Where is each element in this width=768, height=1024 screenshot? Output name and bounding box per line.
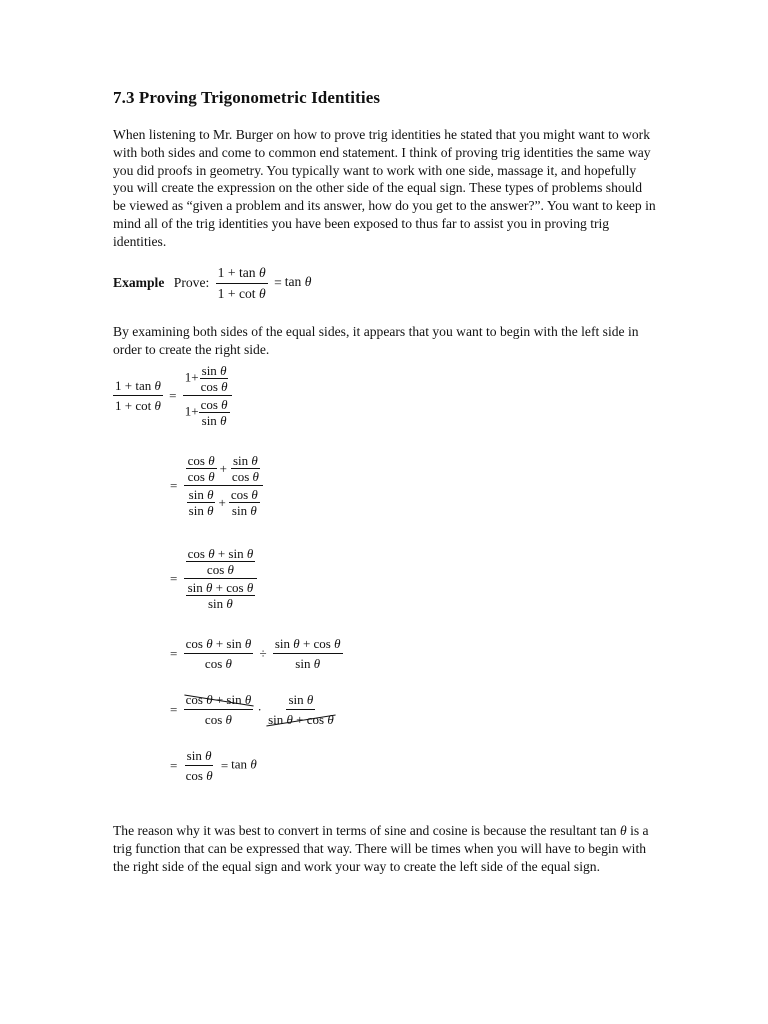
- step-4-fraction-a: $\frac{\text{cos θ + sin θ}}{\text{cos θ}}$: [185, 636, 252, 671]
- step-1-left-fraction: $\frac{\text{1 + tan θ}}{\text{1 + cot θ}}$: [115, 378, 161, 413]
- step-4-fraction-b: $\frac{\text{sin θ + cos θ}}{\text{sin θ}}$: [274, 636, 341, 671]
- step-2: = $\frac{\text{cos θ}}{\text{cos θ}}$ + $\frac{\text{sin θ}}{\text{cos θ}}$ $\frac{\text{sin θ}}{\text{sin θ}}$ + $\frac{\text{cos θ}}{\text{sin θ}}$: [167, 452, 263, 519]
- intro-paragraph: When listening to Mr. Burger on how to prove trig identities he stated that you might want to work with both sides and come to common end statement. I think of proving trig identities the same way you did proofs in geometry. You typically want to work with one side, massage it, and hopefully you will create the expression on the other side of the equal sign. These types of problems should be viewed as “given a problem and its answer, how do you get to the answer?”. You want to keep in mind all of the trig identities you have been exposed to thus far to assist you in proving trig identities.: [113, 127, 656, 249]
- step-3: = $\frac{\frac{\text{cos θ + sin θ}}{\text{cos θ}}}{\frac{\text{sin θ + cos θ}}{\text{sin θ}}}$: [167, 545, 257, 612]
- example-statement: Example Prove: $\frac{\text{1 + tan θ}}{\text{1 + cot θ}}$ = tan θ: [113, 265, 312, 301]
- example-label: Example: [113, 275, 165, 291]
- step-6-fraction: $\frac{\text{sin θ}}{\text{cos θ}}$: [185, 748, 213, 783]
- page-title: 7.3 Proving Trigonometric Identities: [113, 88, 381, 107]
- step-5: = $\frac{\text{cos θ + sin θ}}{\text{cos θ}}$ · $\frac{\text{sin θ}}{\text{sin θ + cos θ}}$: [170, 692, 334, 727]
- step-4: = $\frac{\text{cos θ + sin θ}}{\text{cos θ}}$ ÷ $\frac{\text{sin θ + cos θ}}{\text{sin θ}}$: [170, 636, 341, 671]
- step-3-complex-fraction: $\frac{\frac{\text{cos θ + sin θ}}{\text{cos θ}}}{\frac{\text{sin θ + cos θ}}{\text{sin θ}}}$: [184, 545, 258, 612]
- cancelled-term: cos θ + sin θ: [185, 692, 252, 707]
- step-1-complex-fraction: 1+ $\frac{\text{sin θ}}{\text{cos θ}}$ 1+ $\frac{\text{cos θ}}{\text{sin θ}}$: [183, 362, 232, 429]
- prove-label: Prove:: [173, 275, 210, 291]
- step-6: = $\frac{\text{sin θ}}{\text{cos θ}}$ = tan θ: [170, 748, 257, 783]
- fraction-identity-left: $\frac{\text{1 + tan θ}}{\text{1 + cot θ}}$: [217, 265, 266, 301]
- step-2-complex-fraction: $\frac{\text{cos θ}}{\text{cos θ}}$ + $\frac{\text{sin θ}}{\text{cos θ}}$ $\frac{\text{sin θ}}{\text{sin θ}}$ + $\frac{\text{cos θ}}{\text{sin θ}}$: [184, 452, 263, 519]
- cancelled-term: sin θ + cos θ: [268, 712, 334, 727]
- step-1: $\frac{\text{1 + tan θ}}{\text{1 + cot θ}}$ = 1+ $\frac{\text{sin θ}}{\text{cos θ}}$ 1+ $\frac{\text{cos θ}}{\text{sin θ}}$: [113, 362, 232, 429]
- conclusion-paragraph: The reason why it was best to convert in terms of sine and cosine is because the resultant tan θ is a trig function that can be expressed that way. There will be times when you will have to begin with the right side of the equal sign and work your way to create the left side of the equal sign.: [113, 823, 649, 874]
- step-5-fraction-a: $\frac{\text{cos θ + sin θ}}{\text{cos θ}}$: [185, 692, 252, 727]
- examining-paragraph: By examining both sides of the equal sides, it appears that you want to begin with the left side in order to create the right side.: [113, 324, 639, 357]
- step-5-fraction-b: $\frac{\text{sin θ}}{\text{sin θ + cos θ}}$: [268, 692, 334, 727]
